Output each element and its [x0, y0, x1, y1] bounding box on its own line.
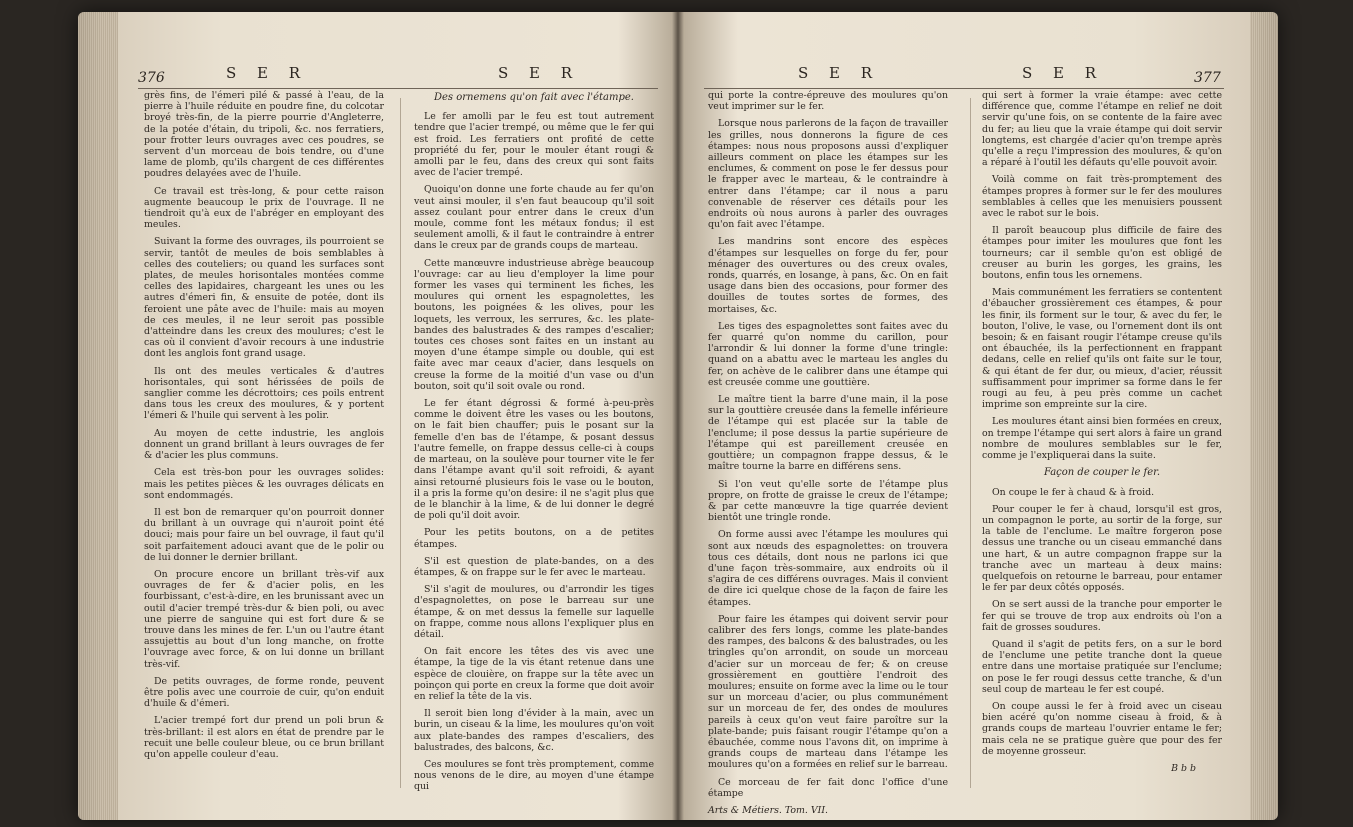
paragraph: qui sert à former la vraie étampe: avec cette différence que, comme l'étampe en relief ne doit servir qu'une fois, on se contente de la faire avec du fer; au lieu que la vraie étampe qui doit servir longtems, est chargée d'acier qu'on trempe après qu'elle a reçu l'impression des moulures, & qu'on a réparé à l'outil les défauts qu'elle pouvoit avoir.: [982, 90, 1222, 169]
page-edges-right: [1250, 12, 1278, 820]
page-edges-left: [78, 12, 118, 820]
paragraph: grès fins, de l'émeri pilé & passé à l'eau, de la pierre à l'huile réduite en poudre fine, du colcotar broyé très-fin, de la pierre pourrie d'Angleterre, de la potée d'étain, du tripoli, &c. nos ferratiers, pour frotter leurs ouvrages avec ces poudres, se servent d'un morceau de bois tendre, ou d'une lame de plomb, qu'ils chargent de ces différentes poudres delayées avec de l'huile.: [144, 90, 384, 180]
running-head-right-2: S E R: [1022, 64, 1105, 82]
paragraph: Le maître tient la barre d'une main, il la pose sur la gouttière creusée dans la femelle inférieure de l'étampe qui est placée sur la table de l'enclume; il pose dessus la partie supérieure de l'étampe qui est pareillement creusée en gouttière; un compagnon frappe dessus, & le maître tourne la barre en différens sens.: [708, 394, 948, 473]
paragraph: Pour faire les étampes qui doivent servir pour calibrer des fers longs, comme les plate-bandes des rampes, des balcons & des balustrades, ou les tringles qu'on arrondit, on soude un morceau d'acier sur un morceau de fer; & on creuse grossièrement en gouttière l'endroit des moulures; ensuite on forme avec la lime ou le tour sur un morceau d'acier, ou plus communément sur un morceau de fer, des ondes de moulures pareils à ceux qu'on veut faire paroître sur la plate-bande; puis faisant rougir l'étampe qu'on a ébauchée, comme nous l'avons dit, on imprime à grands coups de marteau dans l'étampe les moulures qu'on a formées en relief sur le barreau.: [708, 613, 948, 771]
paragraph: Les moulures étant ainsi bien formées en creux, on trempe l'étampe qui sert alors à faire un grand nombre de moulures semblables sur le fer, comme je l'expliquerai dans la suite.: [982, 416, 1222, 462]
paragraph: Suivant la forme des ouvrages, ils pourroient se servir, tantôt de meules de bois semblables à celles des couteliers; ou quand les surfaces sont plates, de meules horisontales montées comme celles des lapidaires, chargeant les unes ou les autres d'émeri fin, & ensuite de potée, dont ils feroient une pâte avec de l'huile: mais au moyen de ces meules, il ne leur seroit pas possible d'atteindre dans les creux des moulures; c'est le cas où il convient d'avoir recours à une industrie dont les anglois font grand usage.: [144, 236, 384, 360]
paragraph: Quoiqu'on donne une forte chaude au fer qu'on veut ainsi mouler, il s'en faut beaucoup qu'il soit assez coulant pour entrer dans le creux d'un moule, comme font les métaux fondus; il est seulement amolli, & il faut le contraindre à entrer dans le creux par de grands coups de marteau.: [414, 184, 654, 252]
paragraph: Il est bon de remarquer qu'on pourroit donner du brillant à un ouvrage qui n'auroit point été douci; mais pour faire un bel ouvrage, il faut qu'il soit parfaitement adouci avant que de le polir ou de lui donner le dernier brillant.: [144, 506, 384, 563]
section-subtitle: Façon de couper le fer.: [1043, 467, 1161, 479]
paragraph: Il seroit bien long d'évider à la main, avec un burin, un ciseau & la lime, les moulures qu'on voit aux plate-bandes des rampes d'escaliers, des balustrades, des balcons, &c.: [414, 708, 654, 753]
paragraph: Si l'on veut qu'elle sorte de l'étampe plus propre, on frotte de graisse le creux de l'étampe; & par cette manœuvre la tige quarrée devient bientôt une tringle ronde.: [708, 478, 948, 524]
paragraph: De petits ouvrages, de forme ronde, peuvent être polis avec une courroie de cuir, qu'on enduit d'huile & d'émeri.: [144, 675, 384, 710]
paragraph: Les tiges des espagnolettes sont faites avec du fer quarré qu'on nomme du carillon, pour l'arrondir & lui donner la forme d'une tringle: quand on a abattu avec le marteau les angles du fer, on achève de le calibrer dans une étampe qui est creusée comme une gouttière.: [708, 320, 948, 388]
volume-footer: Arts & Métiers. Tom. VII.: [708, 804, 829, 816]
paragraph: On coupe le fer à chaud & à froid.: [992, 486, 1155, 498]
running-head-left-2: S E R: [498, 64, 581, 82]
running-head-right-1: S E R: [798, 64, 881, 82]
right-page: [678, 12, 1250, 820]
paragraph: Pour couper le fer à chaud, lorsqu'il est gros, un compagnon le porte, au sortir de la forge, sur la table de l'enclume. Le maître forgeron pose dessus une tranche ou un ciseau emmanché dans une hart, & un autre compagnon frappe sur la tranche avec un marteau à deux mains: quelquefois on retourne le barreau, pour entamer le fer par deux côtés opposés.: [982, 503, 1222, 594]
page-number-right: 377: [1194, 70, 1221, 86]
paragraph: Au moyen de cette industrie, les anglois donnent un grand brillant à leurs ouvrages de fer & d'acier les plus communs.: [144, 427, 384, 462]
paragraph: Il paroît beaucoup plus difficile de faire des étampes pour imiter les moulures que font les tourneurs; car il semble qu'on est obligé de creuser au burin les gorges, les grains, les boutons, enfin tous les ornemens.: [982, 225, 1222, 282]
paragraph: Le fer amolli par le feu est tout autrement tendre que l'acier trempé, ou même que le fer qui est froid. Les ferratiers ont profité de cette propriété du fer, pour le mouler étant rougi & amolli par le feu, dans des creux qui sont faits avec de l'acier trempé.: [414, 111, 654, 179]
paragraph: Cette manœuvre industrieuse abrège beaucoup l'ouvrage: car au lieu d'employer la lime pour former les vases qui terminent les fiches, les moulures qui ornent les espagnolettes, les boutons, les poignées & les olives, pour les loquets, les verroux, les serrures, &c. les plate-bandes des balustrades & des rampes d'escalier; toutes ces choses sont faites en un instant au moyen d'une étampe simple ou double, qui est faite avec mar ceaux d'acier, dans lesquels on creuse la forme de la moitié d'un vase ou d'un bouton, soit qu'il soit ovale ou rond.: [414, 257, 654, 392]
right-page-column-1: [708, 90, 948, 816]
paragraph: S'il est question de plate-bandes, on a des étampes, & on frappe sur le fer avec le marteau.: [414, 555, 654, 578]
paragraph: Ces moulures se font très promptement, comme nous venons de le dire, au moyen d'une étampe qui: [414, 758, 654, 793]
paragraph: Mais communément les ferratiers se contentent d'ébaucher grossièrement ces étampes, & pour les finir, ils forment sur le tour, & avec du fer, le bouton, l'olive, le vase, ou l'ornement dont ils ont besoin; & en faisant rougir l'étampe creuse qu'ils ont ébauchée, ils la perfectionnent en frappant dedans, celle en relief qu'ils ont faite sur le tour, & qui étant de fer dur, ou mieux, d'acier, réussit suffisamment pour imprimer sa forme dans le fer rougi au feu, à peu près comme un cachet imprime son empreinte sur la cire.: [982, 287, 1222, 411]
paragraph: L'acier trempé fort dur prend un poli brun & très-brillant: il est alors en état de prendre par le recuit une belle couleur bleue, ou ce brun brillant qu'on appelle couleur d'eau.: [144, 715, 384, 760]
right-page-column-2: [982, 90, 1222, 800]
paragraph: Ce travail est très-long, & pour cette raison augmente beaucoup le prix de l'ouvrage. Il ne tiendroit qu'à eux de l'abréger en employant des meules.: [144, 185, 384, 231]
paragraph: On procure encore un brillant très-vif aux ouvrages de fer & d'acier polis, en les fourbissant, c'est-à-dire, en les brunissant avec un outil d'acier trempé très-dur & bien poli, ou avec une pierre de sanguine qui est fort dure & se trouve dans les mines de fer. L'un ou l'autre étant assujettis au bout d'un long manche, on frotte l'ouvrage avec force, & on lui donne un brillant très-vif.: [144, 568, 384, 670]
paragraph: Voilà comme on fait très-promptement des étampes propres à former sur le fer des moulures semblables à celles que les menuisiers poussent avec le rabot sur le bois.: [982, 174, 1222, 220]
running-head-left-1: S E R: [226, 64, 309, 82]
paragraph: Les mandrins sont encore des espèces d'étampes sur lesquelles on forge du fer, pour ménager des ouvertures ou des creux ovales, ronds, quarrés, en losange, à pans, &c. On en fait usage dans bien des occasions, pour former des douilles de toutes sortes de formes, des mortaises, &c.: [708, 236, 948, 315]
section-subtitle: Des ornemens qu'on fait avec l'étampe.: [434, 92, 634, 103]
header-rule-left: [138, 88, 658, 89]
paragraph: Quand il s'agit de petits fers, on a sur le bord de l'enclume une petite tranche dont la queue entre dans une mortaise pratiquée sur l'enclume; on pose le fer rougi dessus cette tranche, & d'un seul coup de marteau le fer est coupé.: [982, 638, 1222, 695]
paragraph: Le fer étant dégrossi & formé à-peu-près comme le doivent être les vases ou les boutons, on le fait bien chauffer; puis le posant sur la femelle d'en bas de l'étampe, & posant dessus l'autre femelle, on frappe dessus celle-ci à coups de marteau, on la soulève pour tourner vite le fer dans l'étampe avant qu'il soit refroidi, & ayant ainsi retourné plusieurs fois le vase ou le bouton, il a pris la forme qu'on desire: il ne s'agit plus que de le blanchir à la lime, & de lui donner le degré de poli qu'il doit avoir.: [414, 398, 654, 522]
paragraph: On fait encore les têtes des vis avec une étampe, la tige de la vis étant retenue dans une espèce de clouière, on frappe sur la tête avec un poinçon qui porte en creux la forme que doit avoir en relief la tête de la vis.: [414, 646, 654, 702]
paragraph: S'il s'agit de moulures, ou d'arrondir les tiges d'espagnolettes, on pose le barreau sur une étampe, & on met dessus la femelle sur laquelle on frappe, comme nous allons l'expliquer plus en détail.: [414, 584, 654, 640]
paragraph: Ce morceau de fer fait donc l'office d'une étampe: [708, 776, 948, 799]
paragraph: Lorsque nous parlerons de la façon de travailler les grilles, nous donnerons la figure de ces étampes: nous nous proposons aussi d'expliquer ailleurs comment on place les étampes sur les enclumes, & comment on pose le fer dessus pour le frapper avec le marteau, & le contraindre à entrer dans l'étampe; car il nous a paru convenable de réserver ces détails pour les endroits où nous aurons à parler des ouvrages qu'on fait avec l'étampe.: [708, 118, 948, 231]
header-rule-right: [704, 88, 1224, 89]
paragraph: Cela est très-bon pour les ouvrages solides: mais les petites pièces & les ouvrages délicats en sont endommagés.: [144, 467, 384, 501]
page-number-left: 376: [138, 70, 165, 86]
paragraph: On se sert aussi de la tranche pour emporter le fer qui se trouve de trop aux endroits où l'on a fait de grosses soudures.: [982, 599, 1222, 633]
left-page: [118, 12, 678, 820]
paragraph: Ils ont des meules verticales & d'autres horisontales, qui sont hérissées de poils de sanglier comme les décrottoirs; ces poils entrent dans tous les creux des moulures, & y portent l'émeri & l'huile qui servent à les polir.: [144, 365, 384, 422]
left-page-column-1: [144, 90, 384, 800]
paragraph: On forme aussi avec l'étampe les moulures qui sont aux nœuds des espagnolettes: on trouvera tous ces détails, dont nous ne parlons ici que d'une façon très-sommaire, aux endroits où il s'agira de ces différens ouvrages. Mais il convient de dire ici quelque chose de la façon de faire les étampes.: [708, 529, 948, 608]
open-book: [78, 12, 1278, 820]
column-rule-right: [970, 98, 971, 788]
paragraph: On coupe aussi le fer à froid avec un ciseau bien acéré qu'on nomme ciseau à froid, & à grands coups de marteau l'ouvrier entame le fer; mais cela ne se pratique guère que pour des fer de moyenne grosseur.: [982, 700, 1222, 757]
column-rule-left: [400, 98, 401, 788]
paragraph: Pour les petits boutons, on a de petites étampes.: [414, 527, 654, 550]
signature-mark: B b b: [1171, 762, 1196, 774]
left-page-column-2: [414, 90, 654, 800]
paragraph: qui porte la contre-épreuve des moulures qu'on veut imprimer sur le fer.: [708, 90, 948, 113]
